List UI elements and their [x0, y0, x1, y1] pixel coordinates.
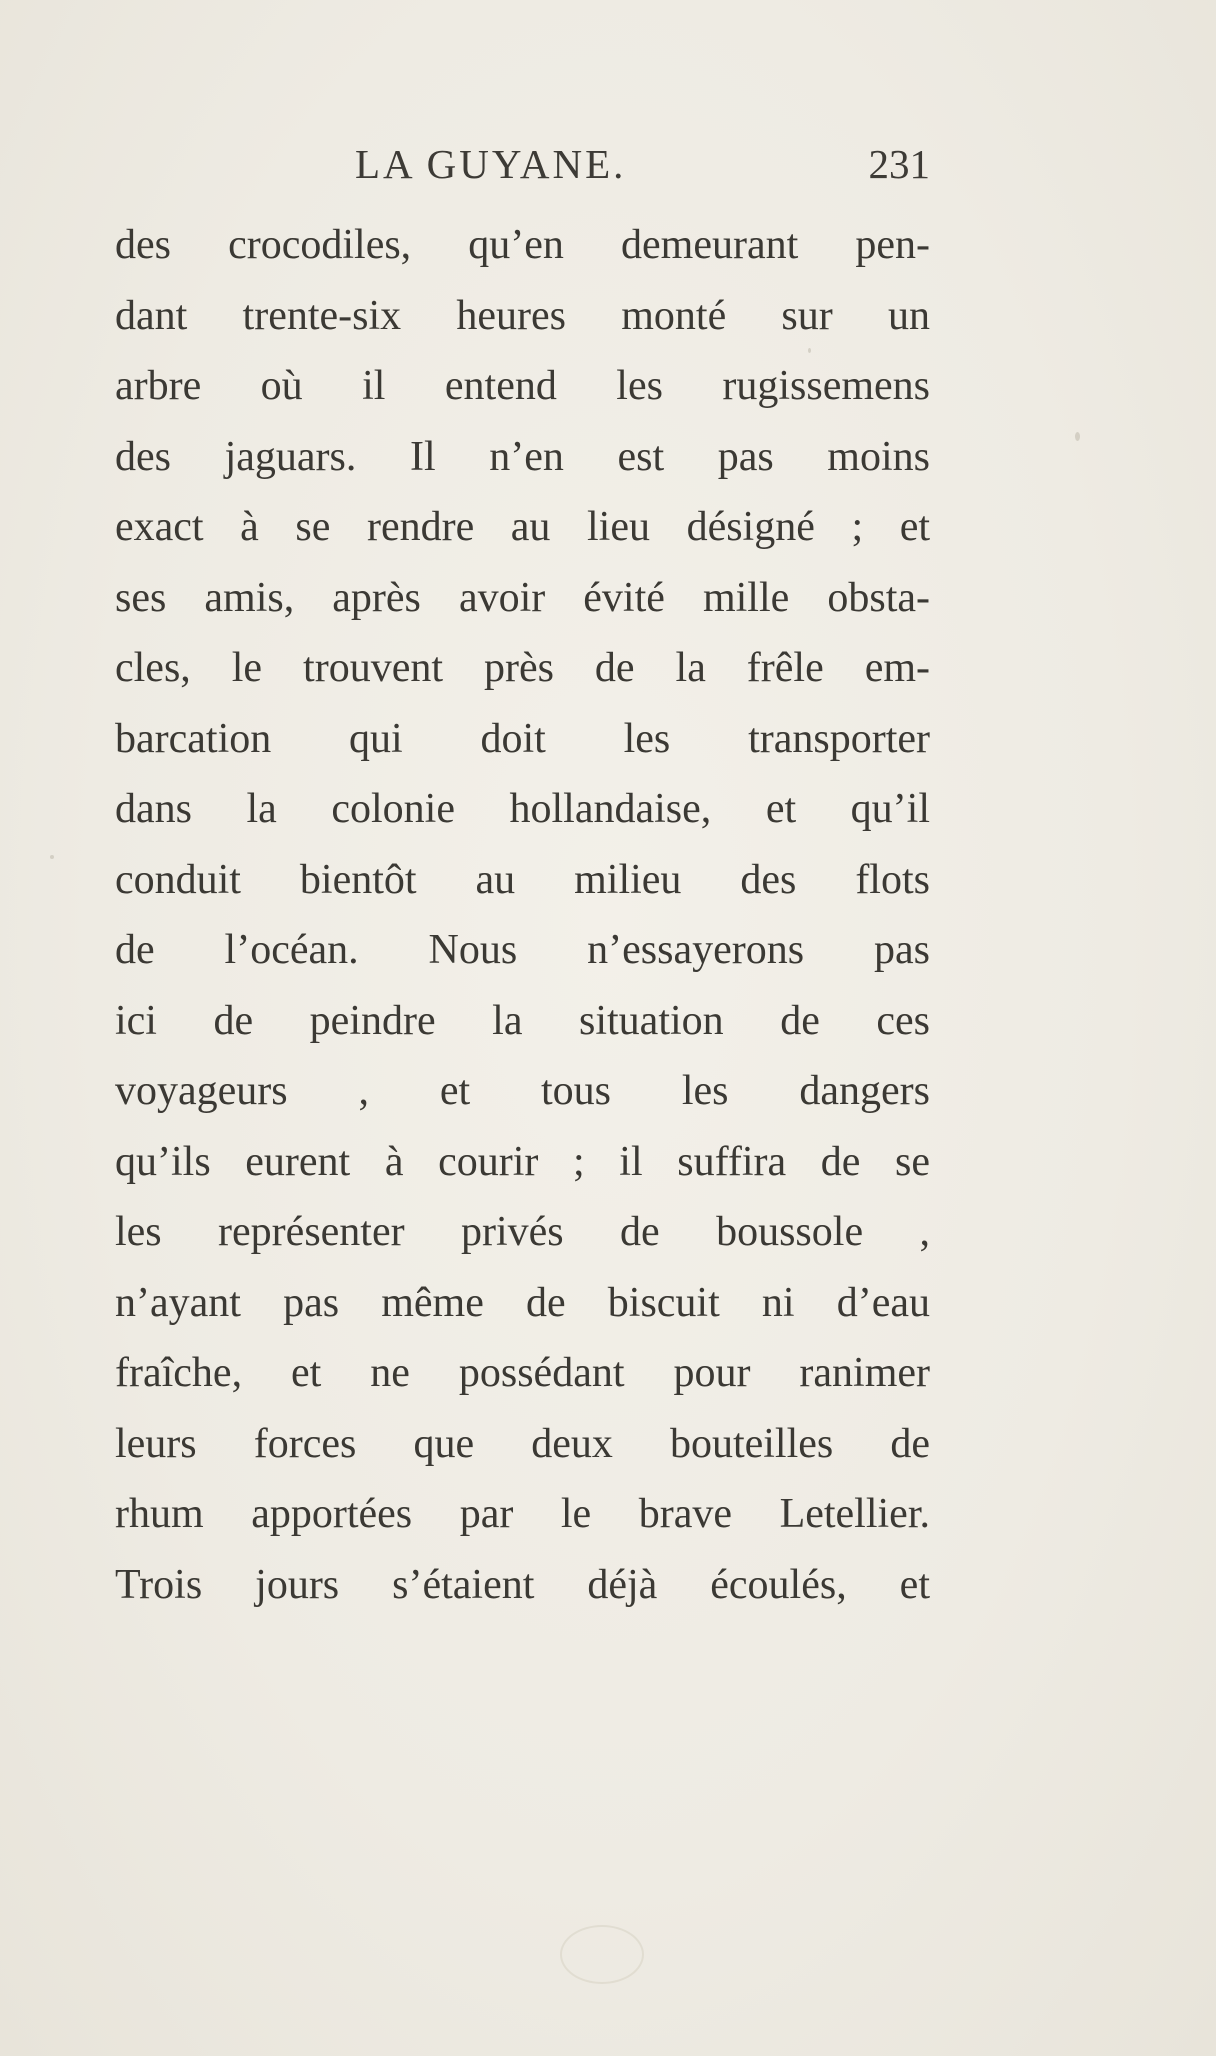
text-line: conduit bientôt au milieu des flots	[115, 856, 930, 903]
text-line: de l’océan. Nous n’essayerons pas	[115, 927, 930, 973]
paper-speck	[1075, 432, 1080, 441]
paper-speck	[808, 348, 811, 353]
text-line: barcation qui doit les transporter	[115, 715, 930, 762]
text-line: cles, le trouvent près de la frêle em-	[115, 645, 930, 691]
text-line: ici de peindre la situation de ces	[115, 997, 930, 1044]
text-line: dant trente-six heures monté sur un	[115, 292, 930, 339]
paper-stain	[560, 1925, 644, 1984]
text-line: exact à se rendre au lieu désigné ; et	[115, 504, 930, 550]
text-line: des jaguars. Il n’en est pas moins	[115, 433, 930, 480]
text-line: fraîche, et ne possédant pour ranimer	[115, 1350, 930, 1396]
text-line: arbre où il entend les rugissemens	[115, 363, 930, 409]
body-text	[115, 210, 930, 1620]
running-title: LA GUYANE.	[355, 141, 627, 187]
text-line: des crocodiles, qu’en demeurant pen-	[115, 222, 930, 268]
text-line: leurs forces que deux bouteilles de	[115, 1420, 930, 1467]
text-line: qu’ils eurent à courir ; il suffira de se	[115, 1138, 930, 1185]
text-line: voyageurs , et tous les dangers	[115, 1068, 930, 1114]
paper-speck	[50, 855, 54, 859]
text-line: n’ayant pas même de biscuit ni d’eau	[115, 1279, 930, 1326]
text-line: dans la colonie hollandaise, et qu’il	[115, 786, 930, 832]
text-line: rhum apportées par le brave Letellier.	[115, 1491, 930, 1537]
running-head	[115, 140, 930, 200]
page-number: 231	[868, 141, 930, 187]
text-line: ses amis, après avoir évité mille obsta-	[115, 574, 930, 621]
text-line: les représenter privés de boussole ,	[115, 1209, 930, 1255]
text-line: Trois jours s’étaient déjà écoulés, et	[115, 1561, 930, 1608]
